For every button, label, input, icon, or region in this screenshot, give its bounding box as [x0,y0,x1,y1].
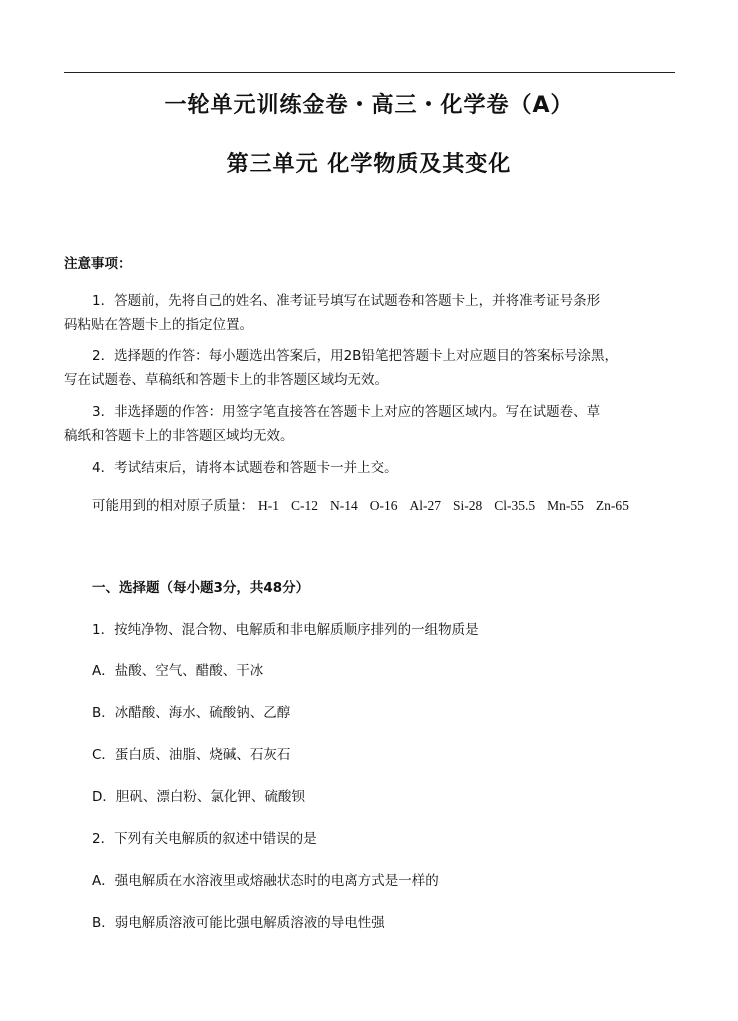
question-2-option-b: B．弱电解质溶液可能比强电解质溶液的导电性强 [92,915,385,931]
notice-item-1-line1: 1．答题前，先将自己的姓名、准考证号填写在试题卷和答题卡上，并将准考证号条形 [92,293,601,309]
page-title: 一轮单元训练金卷・高三・化学卷（A） [164,93,574,118]
notice-item-2-line1: 2．选择题的作答：每小题选出答案后，用2B铅笔把答题卡上对应题目的答案标号涂黑， [92,348,618,364]
question-2-option-a: A．强电解质在水溶液里或熔融状态时的电离方式是一样的 [92,873,439,889]
atomic-mass-item: Cl-35.5 [494,498,536,513]
question-1-option-c: C．蛋白质、油脂、烧碱、石灰石 [92,747,291,763]
notice-item-3-line1: 3．非选择题的作答：用签字笔直接答在答题卡上对应的答题区域内。写在试题卷、草 [92,404,601,420]
atomic-mass-item: N-14 [330,498,358,513]
atomic-mass-item: Mn-55 [547,498,584,513]
atomic-mass-label: 可能用到的相对原子质量： [92,498,254,514]
atomic-mass-item: Si-28 [453,498,483,513]
question-1-option-a: A．盐酸、空气、醋酸、干冰 [92,663,264,679]
notice-item-4: 4．考试结束后，请将本试题卷和答题卡一并上交。 [92,460,398,476]
atomic-mass-item: Al-27 [409,498,441,513]
question-1-stem: 1．按纯净物、混合物、电解质和非电解质顺序排列的一组物质是 [92,622,479,638]
notice-item-3-line2: 稿纸和答题卡上的非答题区域均无效。 [64,428,294,444]
atomic-mass-line [92,494,641,514]
atomic-mass-item: O-16 [369,498,398,513]
atomic-mass-item: Zn-65 [595,498,629,513]
notice-item-1-line2: 码粘贴在答题卡上的指定位置。 [64,317,253,333]
question-1-option-d: D．胆矾、漂白粉、氯化钾、硫酸钡 [92,789,305,805]
question-1-option-b: B．冰醋酸、海水、硫酸钠、乙醇 [92,705,291,721]
section-heading: 一、选择题（每小题3分，共48分） [92,580,310,596]
atomic-mass-item: C-12 [291,498,318,513]
notice-item-2-line2: 写在试题卷、草稿纸和答题卡上的非答题区域均无效。 [64,372,388,388]
notice-heading: 注意事项： [64,256,132,272]
unit-title: 第三单元 化学物质及其变化 [226,152,512,177]
question-2-stem: 2．下列有关电解质的叙述中错误的是 [92,831,317,847]
header-rule [64,72,675,73]
atomic-mass-item: H-1 [258,498,279,513]
